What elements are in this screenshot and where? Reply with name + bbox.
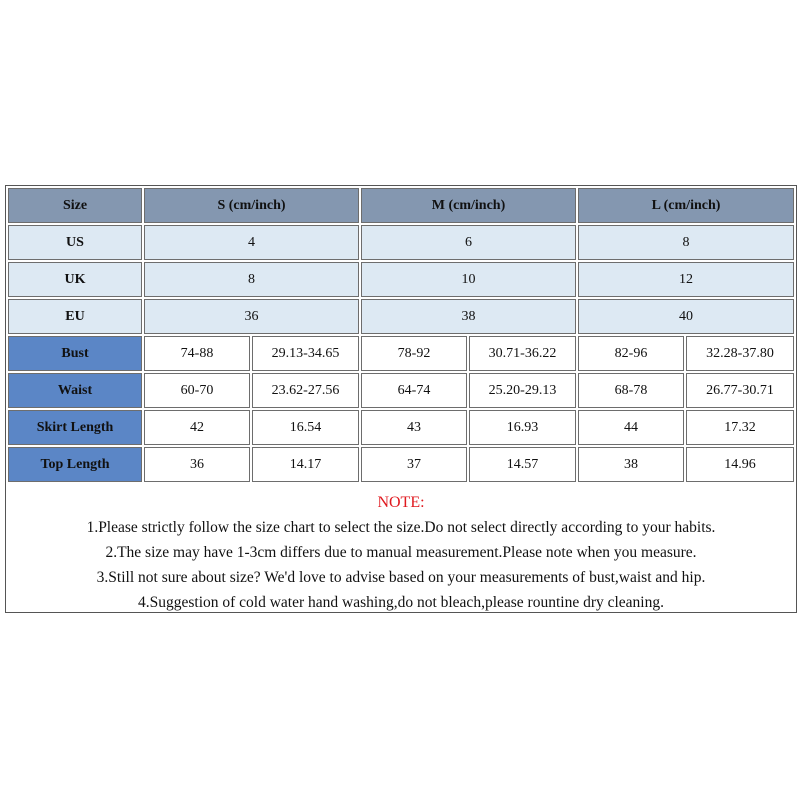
note-title: NOTE: bbox=[377, 494, 425, 511]
note-line-2: 2.The size may have 1-3cm differs due to manual measurement.Please note when you measure. bbox=[105, 544, 697, 561]
eu-l-value: 40 bbox=[578, 299, 794, 334]
uk-s-value: 8 bbox=[144, 262, 359, 297]
note-line-3: 3.Still not sure about size? We'd love to advise based on your measurements of bust,waist and hip. bbox=[96, 569, 706, 586]
skirt-length-m-inch: 16.93 bbox=[469, 410, 576, 445]
skirt-length-l-inch: 17.32 bbox=[686, 410, 794, 445]
size-m-header: M (cm/inch) bbox=[361, 188, 576, 223]
bust-l-cm: 82-96 bbox=[578, 336, 684, 371]
top-length-l-cm: 38 bbox=[578, 447, 684, 482]
top-length-label: Top Length bbox=[8, 447, 142, 482]
waist-m-inch: 25.20-29.13 bbox=[469, 373, 576, 408]
uk-l-value: 12 bbox=[578, 262, 794, 297]
note-line-1: 1.Please strictly follow the size chart to select the size.Do not select directly according to your habits. bbox=[86, 519, 716, 536]
bust-l-inch: 32.28-37.80 bbox=[686, 336, 794, 371]
top-length-s-inch: 14.17 bbox=[252, 447, 359, 482]
eu-s-value: 36 bbox=[144, 299, 359, 334]
bust-s-cm: 74-88 bbox=[144, 336, 250, 371]
waist-s-cm: 60-70 bbox=[144, 373, 250, 408]
waist-m-cm: 64-74 bbox=[361, 373, 467, 408]
waist-s-inch: 23.62-27.56 bbox=[252, 373, 359, 408]
size-l-header: L (cm/inch) bbox=[578, 188, 794, 223]
waist-l-cm: 68-78 bbox=[578, 373, 684, 408]
skirt-length-l-cm: 44 bbox=[578, 410, 684, 445]
waist-label: Waist bbox=[8, 373, 142, 408]
bust-m-cm: 78-92 bbox=[361, 336, 467, 371]
us-l-value: 8 bbox=[578, 225, 794, 260]
note-line-4: 4.Suggestion of cold water hand washing,do not bleach,please rountine dry cleaning. bbox=[137, 594, 664, 611]
us-label: US bbox=[8, 225, 142, 260]
bust-s-inch: 29.13-34.65 bbox=[252, 336, 359, 371]
top-length-s-cm: 36 bbox=[144, 447, 250, 482]
us-s-value: 4 bbox=[144, 225, 359, 260]
uk-label: UK bbox=[8, 262, 142, 297]
eu-label: EU bbox=[8, 299, 142, 334]
eu-m-value: 38 bbox=[361, 299, 576, 334]
top-length-m-inch: 14.57 bbox=[469, 447, 576, 482]
waist-l-inch: 26.77-30.71 bbox=[686, 373, 794, 408]
size-header-cell: Size bbox=[8, 188, 142, 223]
skirt-length-label: Skirt Length bbox=[8, 410, 142, 445]
skirt-length-s-inch: 16.54 bbox=[252, 410, 359, 445]
top-length-l-inch: 14.96 bbox=[686, 447, 794, 482]
size-s-header: S (cm/inch) bbox=[144, 188, 359, 223]
us-m-value: 6 bbox=[361, 225, 576, 260]
skirt-length-m-cm: 43 bbox=[361, 410, 467, 445]
bust-label: Bust bbox=[8, 336, 142, 371]
bust-m-inch: 30.71-36.22 bbox=[469, 336, 576, 371]
size-chart bbox=[5, 185, 797, 613]
uk-m-value: 10 bbox=[361, 262, 576, 297]
top-length-m-cm: 37 bbox=[361, 447, 467, 482]
skirt-length-s-cm: 42 bbox=[144, 410, 250, 445]
notes-section bbox=[6, 484, 796, 612]
